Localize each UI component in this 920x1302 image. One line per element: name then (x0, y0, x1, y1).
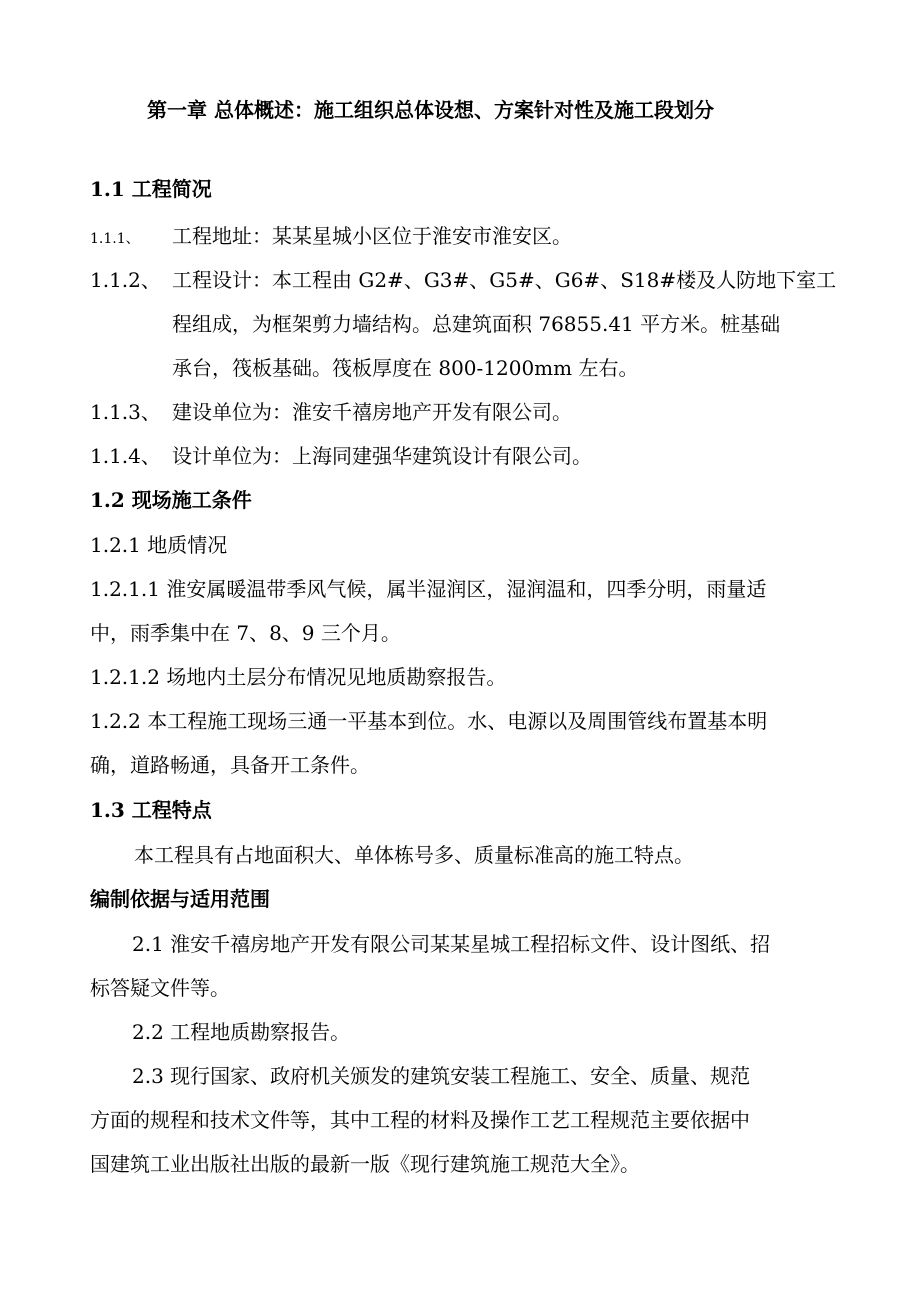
section-heading-basis: 编制依据与适用范围 (90, 887, 270, 911)
item-1-1-2-line-1: 工程设计：本工程由 G2#、G3#、G5#、G6#、S18#楼及人防地下室工 (172, 268, 837, 292)
paragraph-1-2-1: 1.2.1 地质情况 (90, 533, 228, 557)
paragraph-2-3-line-2: 方面的规程和技术文件等，其中工程的材料及操作工艺工程规范主要依据中 (90, 1108, 750, 1132)
section-heading-1-1: 1.1 工程简况 (90, 177, 212, 201)
paragraph-2-1-line-2: 标答疑文件等。 (90, 976, 230, 1000)
section-heading-1-3: 1.3 工程特点 (90, 798, 212, 822)
paragraph-2-2: 2.2 工程地质勘察报告。 (132, 1020, 351, 1044)
paragraph-2-3-line-1: 2.3 现行国家、政府机关颁发的建筑安装工程施工、安全、质量、规范 (132, 1064, 751, 1088)
paragraph-1-2-1-1-line-1: 1.2.1.1 淮安属暖温带季风气候，属半湿润区，湿润温和，四季分明，雨量适 (90, 577, 767, 601)
paragraph-1-2-2-line-2: 确，道路畅通，具备开工条件。 (90, 753, 370, 777)
item-1-1-2-line-2: 程组成，为框架剪力墙结构。总建筑面积 76855.41 平方米。桩基础 (172, 312, 781, 336)
item-1-1-2-line-3: 承台，筏板基础。筏板厚度在 800-1200mm 左右。 (172, 356, 639, 380)
paragraph-2-1-line-1: 2.1 淮安千禧房地产开发有限公司某某星城工程招标文件、设计图纸、招 (132, 932, 771, 956)
item-1-1-1-number: 1.1.1、 (90, 231, 140, 247)
paragraph-1-2-1-1-line-2: 中，雨季集中在 7、8、9 三个月。 (90, 621, 401, 645)
paragraph-2-3-line-3: 国建筑工业出版社出版的最新一版《现行建筑施工规范大全》。 (90, 1152, 640, 1176)
item-1-1-3-number: 1.1.3、 (90, 400, 161, 424)
paragraph-1-2-1-2: 1.2.1.2 场地内土层分布情况见地质勘察报告。 (90, 665, 507, 689)
chapter-title: 第一章 总体概述：施工组织总体设想、方案针对性及施工段划分 (147, 98, 714, 122)
item-1-1-4-text: 设计单位为：上海同建强华建筑设计有限公司。 (172, 444, 592, 468)
item-1-1-1-text: 工程地址：某某星城小区位于淮安市淮安区。 (172, 224, 572, 248)
paragraph-1-3: 本工程具有占地面积大、单体栋号多、质量标准高的施工特点。 (134, 843, 694, 867)
item-1-1-2-number: 1.1.2、 (90, 268, 161, 292)
item-1-1-4-number: 1.1.4、 (90, 444, 161, 468)
paragraph-1-2-2-line-1: 1.2.2 本工程施工现场三通一平基本到位。水、电源以及周围管线布置基本明 (90, 709, 768, 733)
section-heading-1-2: 1.2 现场施工条件 (90, 488, 252, 512)
item-1-1-3-text: 建设单位为：淮安千禧房地产开发有限公司。 (172, 400, 572, 424)
